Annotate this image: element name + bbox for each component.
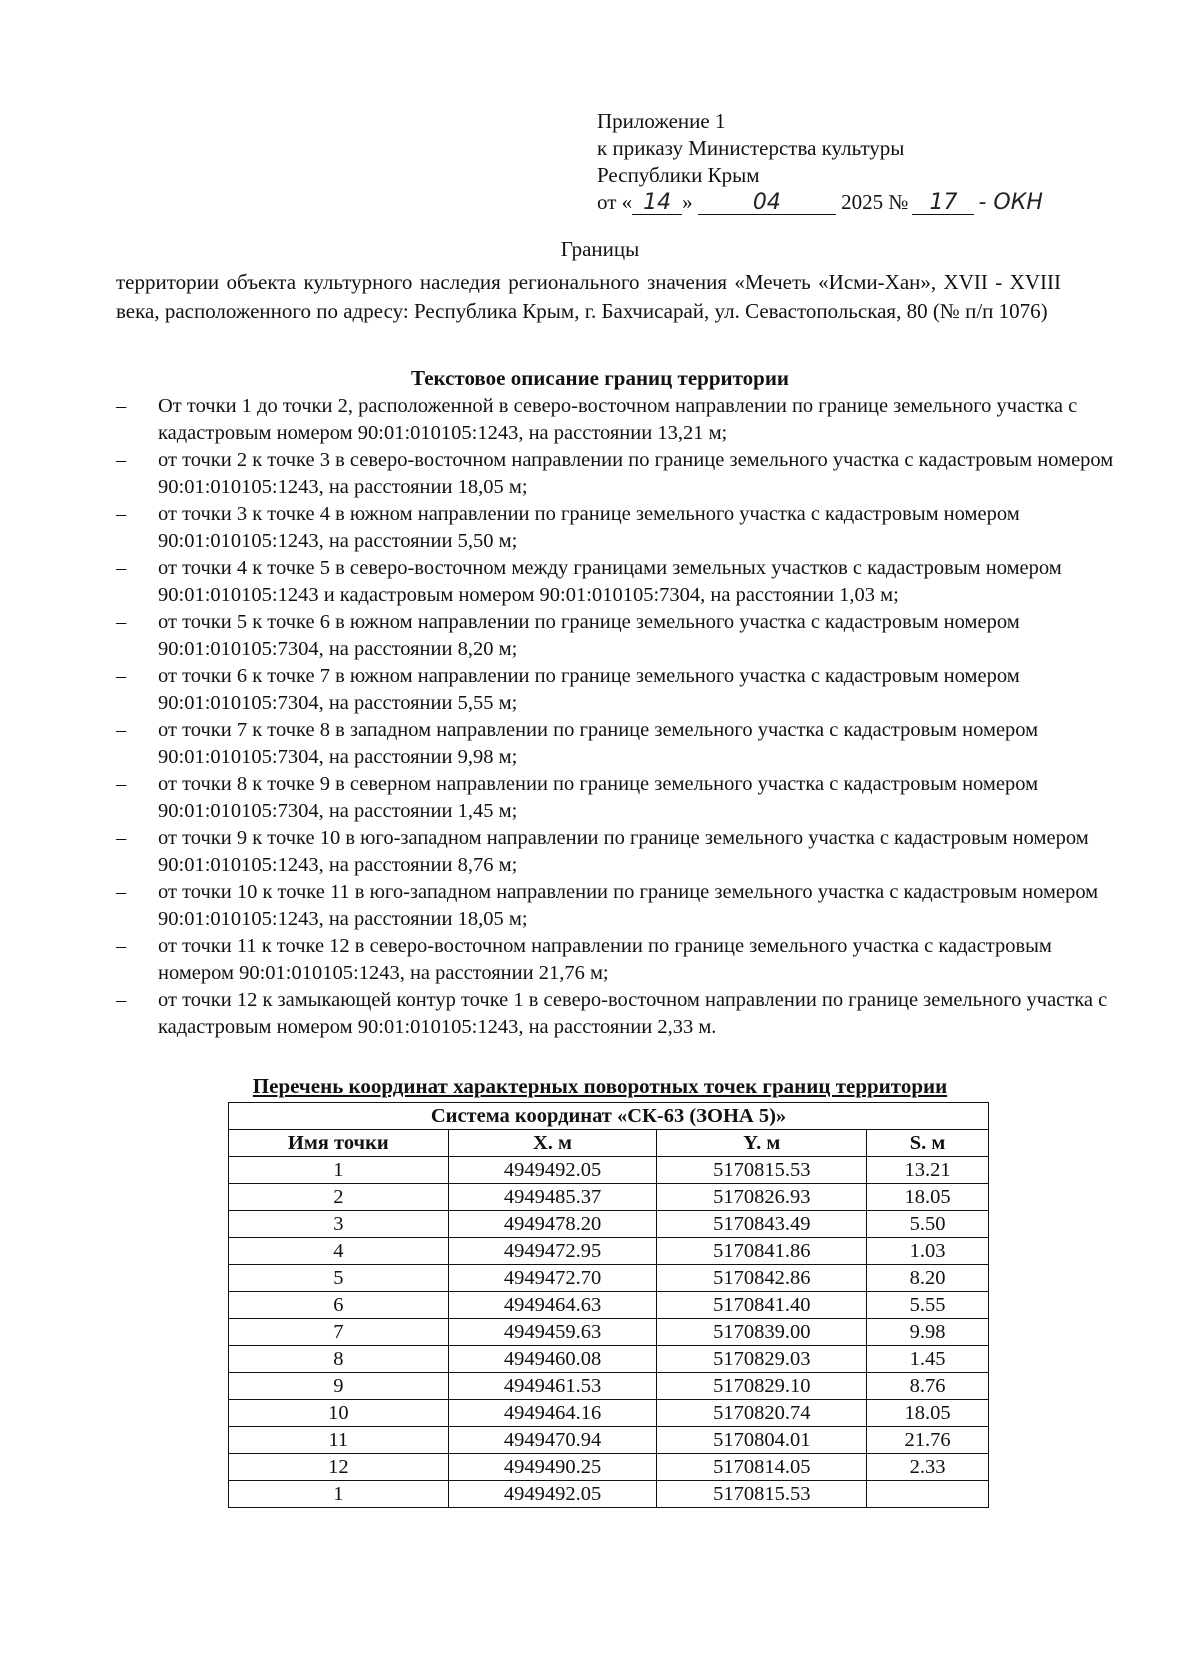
x-coordinate-cell: 4949464.16: [448, 1400, 657, 1427]
point-name-cell: 2: [229, 1184, 449, 1211]
point-name-cell: 5: [229, 1265, 449, 1292]
x-coordinate-cell: 4949492.05: [448, 1157, 657, 1184]
distance-cell: 18.05: [867, 1400, 989, 1427]
point-name-cell: 4: [229, 1238, 449, 1265]
description-item: [116, 825, 1116, 879]
distance-cell: 8.76: [867, 1373, 989, 1400]
description-item-text: от точки 8 к точке 9 в северном направлении по границе земельного участка с кадастровым номером 90:01:010105:7304, на расстоянии 1,45 м;: [158, 773, 1039, 822]
list-dash: –: [116, 665, 127, 687]
description-item-text: от точки 12 к замыкающей контур точке 1 в северо-восточном направлении по границе земельного участка с кадастровым номером 90:01:010105:1243, на расстоянии 2,33 м.: [158, 989, 1108, 1038]
distance-cell: 1.45: [867, 1346, 989, 1373]
y-coordinate-cell: 5170820.74: [657, 1400, 867, 1427]
x-coordinate-cell: 4949461.53: [448, 1373, 657, 1400]
x-coordinate-cell: 4949485.37: [448, 1184, 657, 1211]
list-dash: –: [116, 503, 127, 525]
coordinates-table: [228, 1102, 989, 1508]
distance-cell: 9.98: [867, 1319, 989, 1346]
table-row: [229, 1184, 989, 1211]
x-coordinate-cell: 4949478.20: [448, 1211, 657, 1238]
description-item: [116, 663, 1116, 717]
description-item-text: от точки 9 к точке 10 в юго-западном направлении по границе земельного участка с кадастровым номером 90:01:010105:1243, на расстоянии 8,76 м;: [158, 827, 1089, 876]
description-item: [116, 987, 1116, 1041]
description-item: [116, 501, 1116, 555]
description-item: [116, 879, 1116, 933]
point-name-cell: 3: [229, 1211, 449, 1238]
distance-cell: 5.50: [867, 1211, 989, 1238]
point-name-cell: 8: [229, 1346, 449, 1373]
handwritten-order-number: 17: [912, 192, 974, 215]
point-name-cell: 1: [229, 1157, 449, 1184]
y-coordinate-cell: 5170804.01: [657, 1427, 867, 1454]
appendix-label: Приложение 1: [597, 109, 726, 133]
table-row: [229, 1373, 989, 1400]
description-item-text: от точки 2 к точке 3 в северо-восточном направлении по границе земельного участка с кадастровым номером 90:01:010105:1243, на расстоянии 18,05 м;: [158, 449, 1114, 498]
description-item: [116, 717, 1116, 771]
table-row: [229, 1400, 989, 1427]
x-coordinate-cell: 4949460.08: [448, 1346, 657, 1373]
list-dash: –: [116, 395, 127, 417]
description-item: [116, 609, 1116, 663]
appendix-header: [597, 108, 1077, 216]
description-item: [116, 393, 1116, 447]
description-item-text: от точки 4 к точке 5 в северо-восточном между границами земельных участков с кадастровым номером 90:01:010105:1243 и кадастровым номером 90:01:010105:7304, на расстоянии 1,03 м;: [158, 557, 1062, 606]
column-header-x: X. м: [448, 1130, 657, 1157]
column-header-s: S. м: [867, 1130, 989, 1157]
boundary-description-list: [116, 393, 1116, 1041]
list-dash: –: [116, 773, 127, 795]
y-coordinate-cell: 5170843.49: [657, 1211, 867, 1238]
republic-name: Республики Крым: [597, 163, 760, 187]
coordinates-heading: Перечень координат характерных поворотных точек границ территории: [252, 1074, 948, 1098]
y-coordinate-cell: 5170841.40: [657, 1292, 867, 1319]
x-coordinate-cell: 4949492.05: [448, 1481, 657, 1508]
y-coordinate-cell: 5170839.00: [657, 1319, 867, 1346]
description-item-text: От точки 1 до точки 2, расположенной в северо-восточном направлении по границе земельного участка с кадастровым номером 90:01:010105:1243, на расстоянии 13,21 м;: [158, 395, 1078, 444]
point-name-cell: 1: [229, 1481, 449, 1508]
y-coordinate-cell: 5170814.05: [657, 1454, 867, 1481]
coordinate-system: Система координат «СК-63 (ЗОНА 5)»: [229, 1103, 989, 1130]
list-dash: –: [116, 719, 127, 741]
table-row: [229, 1238, 989, 1265]
order-reference: к приказу Министерства культуры: [597, 136, 905, 160]
table-row: [229, 1346, 989, 1373]
description-item: [116, 447, 1116, 501]
list-dash: –: [116, 989, 127, 1011]
distance-cell: 8.20: [867, 1265, 989, 1292]
x-coordinate-cell: 4949470.94: [448, 1427, 657, 1454]
description-item-text: от точки 11 к точке 12 в северо-восточном направлении по границе земельного участка с кадастровым номером 90:01:010105:1243, на расстоянии 21,76 м;: [158, 935, 1052, 984]
table-header-row: [229, 1130, 989, 1157]
document-subtitle: территории объекта культурного наследия регионального значения «Мечеть «Исми-Хан», XVII - XVIII века, расположенного по адресу: Республика Крым, г. Бахчисарай, ул. Севастопольская, 80 (№ п/п 1076): [116, 270, 1061, 323]
table-row: [229, 1265, 989, 1292]
point-name-cell: 12: [229, 1454, 449, 1481]
y-coordinate-cell: 5170829.10: [657, 1373, 867, 1400]
list-dash: –: [116, 611, 127, 633]
y-coordinate-cell: 5170841.86: [657, 1238, 867, 1265]
order-date-line: [597, 189, 1077, 216]
list-dash: –: [116, 935, 127, 957]
table-row: [229, 1157, 989, 1184]
distance-cell: 5.55: [867, 1292, 989, 1319]
description-heading: Текстовое описание границ территории: [410, 366, 790, 390]
handwritten-day: 14: [632, 192, 682, 215]
distance-cell: 2.33: [867, 1454, 989, 1481]
description-item: [116, 771, 1116, 825]
y-coordinate-cell: 5170815.53: [657, 1481, 867, 1508]
distance-cell: 13.21: [867, 1157, 989, 1184]
x-coordinate-cell: 4949459.63: [448, 1319, 657, 1346]
list-dash: –: [116, 557, 127, 579]
table-row: [229, 1211, 989, 1238]
table-row: [229, 1427, 989, 1454]
distance-cell: 18.05: [867, 1184, 989, 1211]
list-dash: –: [116, 827, 127, 849]
y-coordinate-cell: 5170829.03: [657, 1346, 867, 1373]
description-item-text: от точки 3 к точке 4 в южном направлении по границе земельного участка с кадастровым номером 90:01:010105:1243, на расстоянии 5,50 м;: [158, 503, 1020, 552]
distance-cell: [867, 1481, 989, 1508]
list-dash: –: [116, 449, 127, 471]
table-row: [229, 1454, 989, 1481]
distance-cell: 1.03: [867, 1238, 989, 1265]
x-coordinate-cell: 4949472.95: [448, 1238, 657, 1265]
date-mid: »: [682, 190, 693, 214]
table-row: [229, 1319, 989, 1346]
handwritten-month: 04: [698, 192, 836, 215]
document-title: Границы: [560, 237, 640, 261]
column-header-y: Y. м: [657, 1130, 867, 1157]
x-coordinate-cell: 4949472.70: [448, 1265, 657, 1292]
point-name-cell: 7: [229, 1319, 449, 1346]
handwritten-order-suffix: - ОКН: [978, 190, 1043, 215]
point-name-cell: 11: [229, 1427, 449, 1454]
coordinates-body: [229, 1157, 989, 1508]
x-coordinate-cell: 4949490.25: [448, 1454, 657, 1481]
table-row: [229, 1481, 989, 1508]
column-header-point: Имя точки: [229, 1130, 449, 1157]
description-item-text: от точки 10 к точке 11 в юго-западном направлении по границе земельного участка с кадастровым номером 90:01:010105:1243, на расстоянии 18,05 м;: [158, 881, 1099, 930]
description-item: [116, 933, 1116, 987]
date-prefix: от «: [597, 190, 633, 214]
x-coordinate-cell: 4949464.63: [448, 1292, 657, 1319]
y-coordinate-cell: 5170842.86: [657, 1265, 867, 1292]
description-item-text: от точки 5 к точке 6 в южном направлении по границе земельного участка с кадастровым номером 90:01:010105:7304, на расстоянии 8,20 м;: [158, 611, 1020, 660]
point-name-cell: 10: [229, 1400, 449, 1427]
point-name-cell: 9: [229, 1373, 449, 1400]
description-item-text: от точки 6 к точке 7 в южном направлении по границе земельного участка с кадастровым номером 90:01:010105:7304, на расстоянии 5,55 м;: [158, 665, 1020, 714]
description-item-text: от точки 7 к точке 8 в западном направлении по границе земельного участка с кадастровым номером 90:01:010105:7304, на расстоянии 9,98 м;: [158, 719, 1039, 768]
distance-cell: 21.76: [867, 1427, 989, 1454]
description-item: [116, 555, 1116, 609]
list-dash: –: [116, 881, 127, 903]
coordinate-system-row: [229, 1103, 989, 1130]
y-coordinate-cell: 5170815.53: [657, 1157, 867, 1184]
date-year-number-label: 2025 №: [841, 190, 909, 214]
y-coordinate-cell: 5170826.93: [657, 1184, 867, 1211]
table-row: [229, 1292, 989, 1319]
point-name-cell: 6: [229, 1292, 449, 1319]
